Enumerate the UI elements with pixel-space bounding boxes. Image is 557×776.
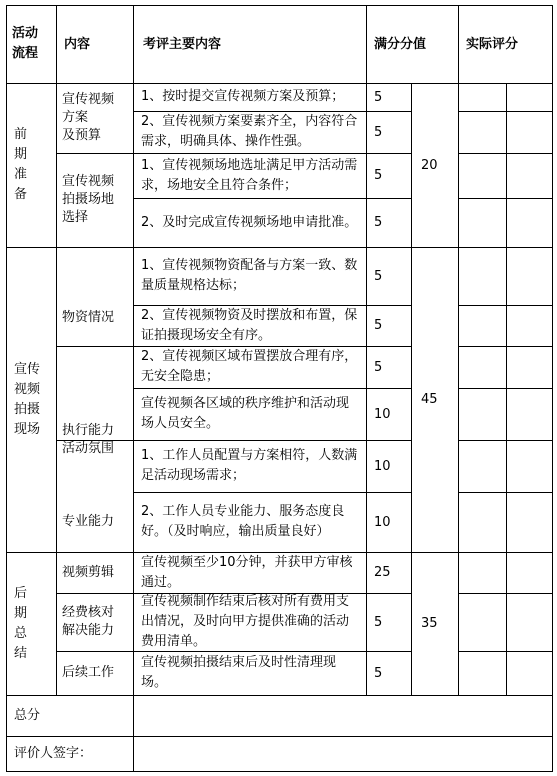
content-item: 专业能力 [62,514,115,529]
stage-name: 宣传 视频 拍摄 现场 [14,361,41,437]
total-label: 总分 [14,708,41,723]
grid-line [506,83,507,696]
actual-score-field[interactable] [459,553,506,593]
stage-name: 后 期 总 结 [14,585,28,661]
header-full-score: 满分分值 [374,36,427,52]
content-item: 宣传视频 拍摄场地 选择 [62,174,115,225]
header-content: 内容 [64,36,91,52]
stage-total-score: 45 [421,392,438,407]
criterion-text: 宣传视频制作结束后核对所有费用支出情况，及时向甲方提供准确的活动费用清单。 [141,594,350,649]
actual-score-field[interactable] [459,248,506,305]
content-item: 宣传视频 方案 及预算 [62,92,115,143]
content-item: 后续工作 [62,665,115,680]
actual-score-field[interactable] [459,594,506,651]
header-actual-score: 实际评分 [466,36,519,52]
content-item: 物资情况 [62,309,115,325]
criterion-text: 1、按时提交宣传视频方案及预算； [141,89,345,104]
content-item: 执行能力 活动氛围 [62,423,115,456]
actual-score-field[interactable] [459,441,506,492]
content-item: 经费核对 解决能力 [62,605,115,638]
actual-score-field[interactable] [459,112,506,153]
content-item: 视频剪辑 [62,564,115,580]
signature-field[interactable] [134,737,552,771]
score-value: 25 [374,565,391,580]
criterion-text: 1、宣传视频场地选址满足甲方活动需求，场地安全且符合条件； [141,157,358,193]
actual-score-field[interactable] [459,347,506,388]
actual-score-field[interactable] [459,652,506,695]
criterion-text: 2、宣传视频方案要素齐全，内容符合需求，明确具体、操作性强。 [141,114,358,149]
actual-score-field[interactable] [459,493,506,552]
score-value: 5 [374,268,383,284]
grid-line [552,5,553,772]
stage-total-score: 20 [421,157,438,173]
header-process: 活动 流程 [12,26,39,61]
score-value: 5 [374,665,383,681]
criterion-text: 2、宣传视频物资及时摆放和布置，保证拍摄现场安全有序。 [141,307,358,343]
criterion-text: 宣传视频拍摄结束后及时性清理现场。 [141,655,337,690]
actual-score-field[interactable] [459,199,506,247]
criterion-text: 1、工作人员配置与方案相符，人数满足活动现场需求； [141,448,358,483]
criterion-text: 1、宣传视频物资配备与方案一致、数量质量规格达标； [141,258,358,293]
actual-score-field[interactable] [459,154,506,198]
criterion-text: 2、宣传视频区域布置摆放合理有序，无安全隐患； [141,349,358,384]
score-value: 5 [374,215,383,230]
stage-name: 前 期 准 备 [14,127,28,202]
actual-score-field[interactable] [459,389,506,440]
actual-score-field[interactable] [459,306,506,346]
grid-line [6,771,553,772]
score-value: 10 [374,406,391,422]
score-value: 10 [374,458,391,474]
stage-total-score: 35 [421,616,438,631]
header-criteria: 考评主要内容 [143,36,222,52]
score-value: 5 [374,124,383,140]
criterion-text: 2、及时完成宣传视频场地申请批准。 [141,214,358,230]
total-score-field[interactable] [134,696,552,736]
score-value: 5 [374,318,383,333]
score-value: 5 [374,614,383,630]
signature-label: 评价人签字： [14,746,93,761]
criterion-text: 宣传视频各区域的秩序维护和活动现场人员安全。 [141,396,350,431]
score-value: 5 [374,168,383,183]
actual-score-field[interactable] [459,84,506,111]
score-value: 10 [374,514,391,530]
score-value: 5 [374,359,383,375]
criterion-text: 2、工作人员专业能力、服务态度良好。（及时响应，输出质量良好） [141,504,345,539]
score-value: 5 [374,89,383,105]
criterion-text: 宣传视频至少10分钟，并获甲方审核通过。 [141,554,353,590]
